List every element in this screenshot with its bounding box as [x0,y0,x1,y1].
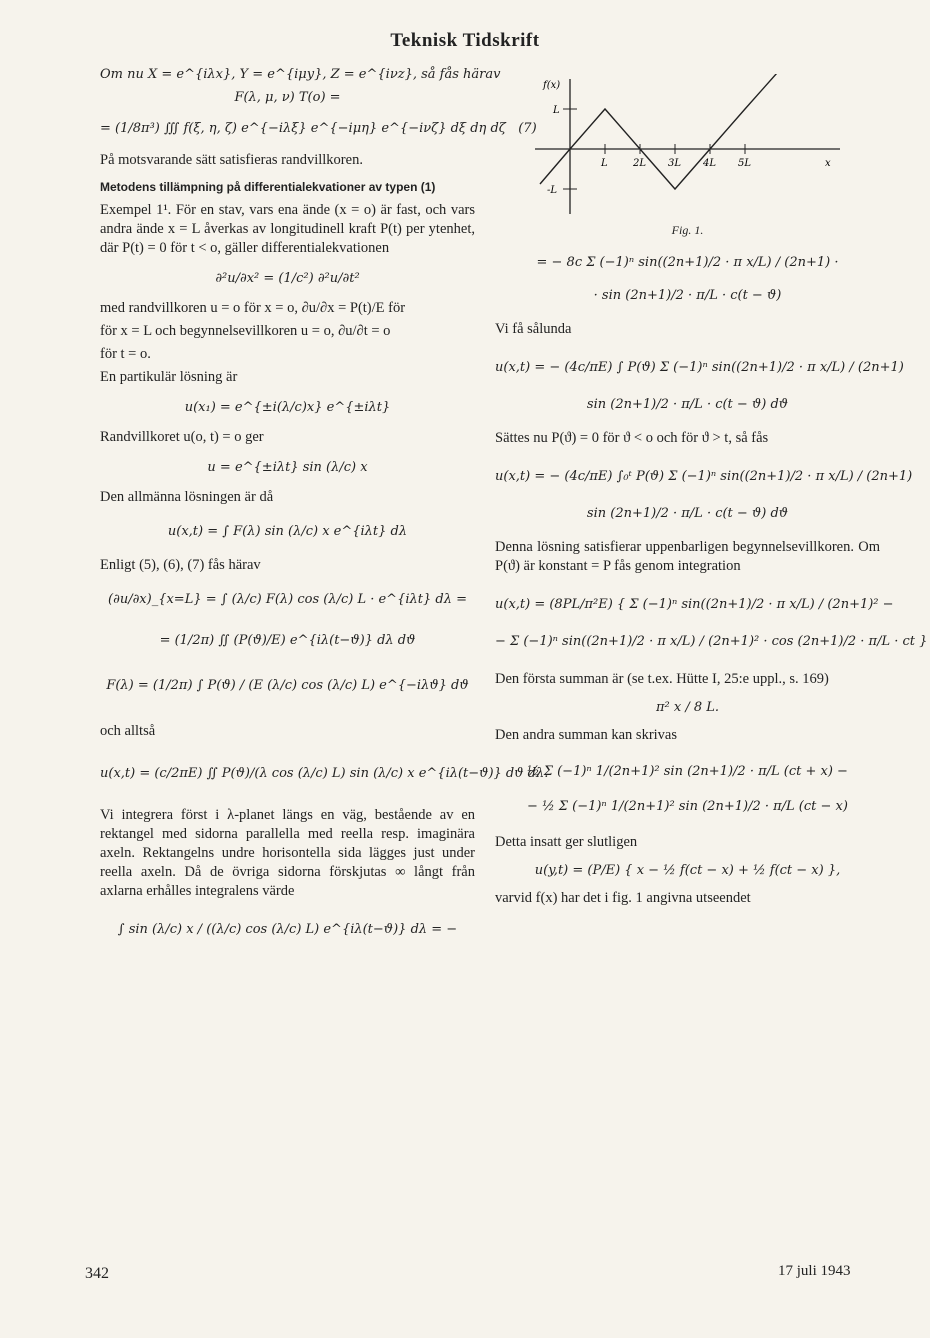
equation-integral: ∫ sin (λ/c) x / ((λ/c) cos (λ/c) L) e^{iλ(t−ϑ)} dλ = − [117,922,458,937]
journal-title: Teknisk Tidskrift [390,30,540,51]
y-axis-label: f(x) [543,80,561,91]
equation-r5: u(x,t) = − (4c/πE) ∫₀ᵗ P(ϑ) Σ (−1)ⁿ sin((2n+1)/2 · π x/L) / (2n+1) [495,469,913,484]
paragraph-varvid: varvid f(x) har det i fig. 1 angivna utseendet [495,890,751,906]
paragraph-detta: Detta insatt ger slutligen [495,834,638,850]
paragraph-sattes: Sättes nu P(ϑ) = 0 för ϑ < o och för ϑ > t, så fås [495,430,769,446]
equation-r7: u(x,t) = (8PL/π²E) { Σ (−1)ⁿ sin((2n+1)/2 · π x/L) / (2n+1)² − [495,597,894,612]
equation-r8: − Σ (−1)ⁿ sin((2n+1)/2 · π x/L) / (2n+1)² · cos (2n+1)/2 · π/L · ct } [495,634,928,649]
paragraph-enligt: Enligt (5), (6), (7) fås härav [100,557,261,573]
equation-r4: sin (2n+1)/2 · π/L · c(t − ϑ) dϑ [586,397,789,412]
equation-u2: u = e^{±iλt} sin (λ/c) x [207,460,368,475]
equation-uxt: u(x,t) = (c/2πE) ∬ P(ϑ)/(λ cos (λ/c) L) sin (λ/c) x e^{iλ(t−ϑ)} dϑ dλ. [100,766,549,781]
paragraph-partikular: En partikulär lösning är [100,369,238,385]
equation-intro: Om nu X = e^{iλx}, Y = e^{iμy}, Z = e^{iνz}, så fås härav [100,67,501,82]
paragraph-randvillkor: På motsvarande sätt satisfieras randvillkoren. [100,152,363,168]
equation-u1: u(x₁) = e^{±i(λ/c)x} e^{±iλt} [184,400,391,415]
paragraph-randvillkoret: Randvillkoret u(o, t) = o ger [100,429,264,445]
paragraph-forsta: Den första summan är (se t.ex. Hütte I, 25:e uppl., s. 169) [495,671,829,687]
x-axis-label: x [825,158,831,169]
equation-r9: π² x / 8 L. [655,700,720,715]
paragraph-denna: Denna lösning satisfierar uppenbarligen begynnelsevillkoren. Om P(ϑ) är konstant = P fås genom integration [495,539,880,574]
equation-dudx2: = (1/2π) ∬ (P(ϑ)/E) e^{iλ(t−ϑ)} dλ dϑ [159,633,416,648]
sawtooth-graph [495,74,880,219]
page-number: 342 [85,1265,109,1282]
x-tick-1: L [601,158,608,169]
issue-date: 17 juli 1943 [778,1263,851,1279]
equation-F0: F(λ, μ, ν) T(o) = [234,90,341,105]
equation-u3: u(x,t) = ∫ F(λ) sin (λ/c) x e^{iλt} dλ [167,524,408,539]
y-tick-top: L [553,105,560,116]
equation-7: = (1/8π³) ∭ f(ξ, η, ζ) e^{−iλξ} e^{−iμη} e^{−iνζ} dξ dη dζ (7) [100,121,537,136]
paragraph-integrera: Vi integrera först i λ-planet längs en väg, bestående av en rektangel med sidorna parallella med reella resp. imaginära axeln. Rektangelns undre horisontella sida lägges just under reella axeln. Då de övriga sidorna förskjutas ∞ långt från axlarna erhålles integralens värde [100,807,475,899]
figure-caption: Fig. 1. [671,223,704,237]
x-tick-4: 4L [703,158,717,169]
figure-1 [495,74,880,219]
equation-r2: · sin (2n+1)/2 · π/L · c(t − ϑ) [593,288,782,303]
equation-r11: − ½ Σ (−1)ⁿ 1/(2n+1)² sin (2n+1)/2 · π/L (ct − x) [527,799,848,814]
equation-r10: ½ Σ (−1)ⁿ 1/(2n+1)² sin (2n+1)/2 · π/L (ct + x) − [527,764,848,779]
x-tick-3: 3L [668,158,682,169]
equation-r3: u(x,t) = − (4c/πE) ∫ P(ϑ) Σ (−1)ⁿ sin((2n+1)/2 · π x/L) / (2n+1) [495,360,904,375]
section-heading: Metodens tillämpning på differentialekvationer av typen (1) [100,180,436,194]
paragraph-vi-fa: Vi få sålunda [495,321,572,337]
x-tick-2: 2L [633,158,647,169]
equation-dudx: (∂u/∂x)_{x=L} = ∫ (λ/c) F(λ) cos (λ/c) L · e^{iλt} dλ = [108,592,467,607]
right-column [495,60,928,912]
paragraph-t0: för t = o. [100,346,151,362]
paragraph-rand: med randvillkoren u = o för x = o, ∂u/∂x = P(t)/E för [100,300,406,316]
y-tick-bottom: -L [547,185,558,196]
equation-r12: u(y,t) = (P/E) { x − ½ f(ct − x) + ½ f(ct − x) }, [534,863,841,878]
equation-F-lambda: F(λ) = (1/2π) ∫ P(ϑ) / (E (λ/c) cos (λ/c) L) e^{−iλϑ} dϑ [106,678,469,693]
paragraph-rand2: för x = L och begynnelsevillkoren u = o, ∂u/∂t = o [100,323,391,339]
paragraph-andra: Den andra summan kan skrivas [495,727,678,743]
equation-r1: = − 8c Σ (−1)ⁿ sin((2n+1)/2 · π x/L) / (2n+1) · [536,255,839,270]
paragraph-allmanna: Den allmänna lösningen är då [100,489,274,505]
paragraph-example: Exempel 1¹. För en stav, vars ena ände (x = o) är fast, och vars andra ände x = L åverkas av longitudinell kraft P(t) per ytenhet, där P(t) = 0 för t < o, gäller differentialekvationen [100,202,475,256]
paragraph-alltsa: och alltså [100,723,156,739]
equation-r6: sin (2n+1)/2 · π/L · c(t − ϑ) dϑ [586,506,789,521]
equation-wave: ∂²u/∂x² = (1/c²) ∂²u/∂t² [215,271,360,286]
x-tick-5: 5L [738,158,752,169]
